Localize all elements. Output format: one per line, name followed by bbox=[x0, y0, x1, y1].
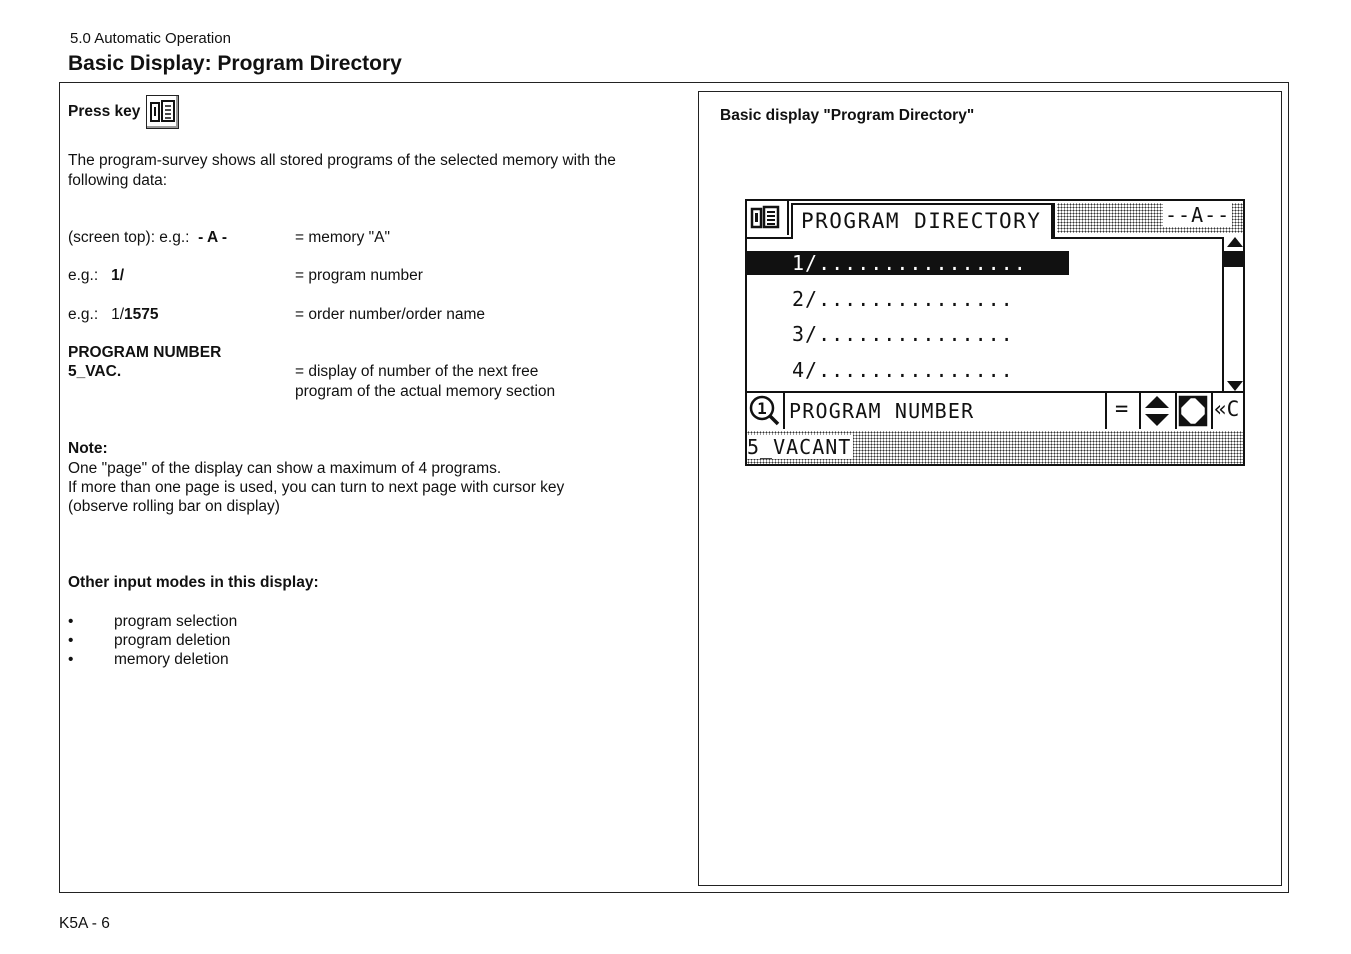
program-entry-2[interactable]: 2/............... bbox=[792, 287, 1014, 311]
note-line-3: (observe rolling bar on display) bbox=[68, 498, 280, 515]
program-directory-icon bbox=[747, 201, 789, 235]
display-caption: Basic display "Program Directory" bbox=[720, 107, 975, 124]
status-text: 5_VACANT bbox=[747, 435, 852, 459]
program-entry-4[interactable]: 4/............... bbox=[792, 358, 1014, 382]
equals-softkey[interactable] bbox=[1105, 393, 1139, 429]
note-line-1: One "page" of the display can show a maximum of 4 programs. bbox=[68, 460, 502, 477]
program-directory-key-icon bbox=[146, 95, 179, 129]
program-entry-1[interactable]: 1/................ bbox=[747, 251, 1069, 275]
memory-indicator: --A-- bbox=[1165, 203, 1231, 227]
up-down-arrows-icon[interactable] bbox=[1139, 393, 1175, 429]
list-item: • memory deletion bbox=[68, 651, 237, 670]
other-modes-list bbox=[68, 613, 237, 670]
page-number: K5A - 6 bbox=[59, 915, 110, 932]
program-entry-3[interactable]: 3/............... bbox=[792, 322, 1014, 346]
program-number-meaning-2: program of the actual memory section bbox=[295, 383, 556, 400]
memory-row-meaning: = memory "A" bbox=[295, 229, 390, 246]
memory-row-prefix: (screen top): e.g.: - A - bbox=[68, 229, 228, 246]
note-line-2: If more than one page is used, you can turn to next page with cursor key bbox=[68, 479, 565, 496]
description: The program-survey shows all stored programs of the selected memory with the following data: bbox=[68, 152, 616, 189]
section-label: 5.0 Automatic Operation bbox=[70, 30, 231, 47]
equals-label: = bbox=[1115, 397, 1129, 422]
screen-header bbox=[747, 201, 1243, 239]
screen-title-tab bbox=[791, 203, 1053, 239]
list-item: • program deletion bbox=[68, 632, 237, 651]
status-bar bbox=[747, 431, 1243, 464]
program-number-value: 5_VAC. bbox=[68, 363, 122, 380]
press-key-label: Press key bbox=[68, 103, 141, 120]
order-row-meaning: = order number/order name bbox=[295, 306, 485, 323]
program-directory-screen bbox=[745, 199, 1245, 466]
other-modes-title: Other input modes in this display: bbox=[68, 574, 319, 591]
scrollbar[interactable] bbox=[1222, 237, 1245, 391]
scroll-thumb[interactable] bbox=[1224, 251, 1245, 267]
clear-back-icon[interactable] bbox=[1211, 393, 1245, 429]
program-number-row-meaning: = program number bbox=[295, 267, 423, 284]
scroll-down-arrow-icon[interactable] bbox=[1227, 381, 1243, 391]
input-label: PROGRAM NUMBER bbox=[789, 399, 975, 423]
program-number-meaning-1: = display of number of the next free bbox=[295, 363, 539, 380]
clear-label: «C bbox=[1214, 397, 1240, 421]
scroll-up-arrow-icon[interactable] bbox=[1227, 237, 1243, 247]
program-number-row-prefix: e.g.: 1/ bbox=[68, 267, 125, 284]
svg-text:1: 1 bbox=[757, 399, 767, 418]
search-number-icon bbox=[747, 393, 785, 429]
list-item: • program selection bbox=[68, 613, 237, 632]
expand-icon[interactable] bbox=[1175, 393, 1211, 429]
order-row-prefix: e.g.: 1/1575 bbox=[68, 306, 159, 323]
screen-title: PROGRAM DIRECTORY bbox=[801, 209, 1042, 233]
input-bar bbox=[747, 391, 1243, 433]
program-number-label: PROGRAM NUMBER bbox=[68, 344, 222, 361]
note-title: Note: bbox=[68, 440, 108, 457]
page-title: Basic Display: Program Directory bbox=[68, 52, 402, 75]
